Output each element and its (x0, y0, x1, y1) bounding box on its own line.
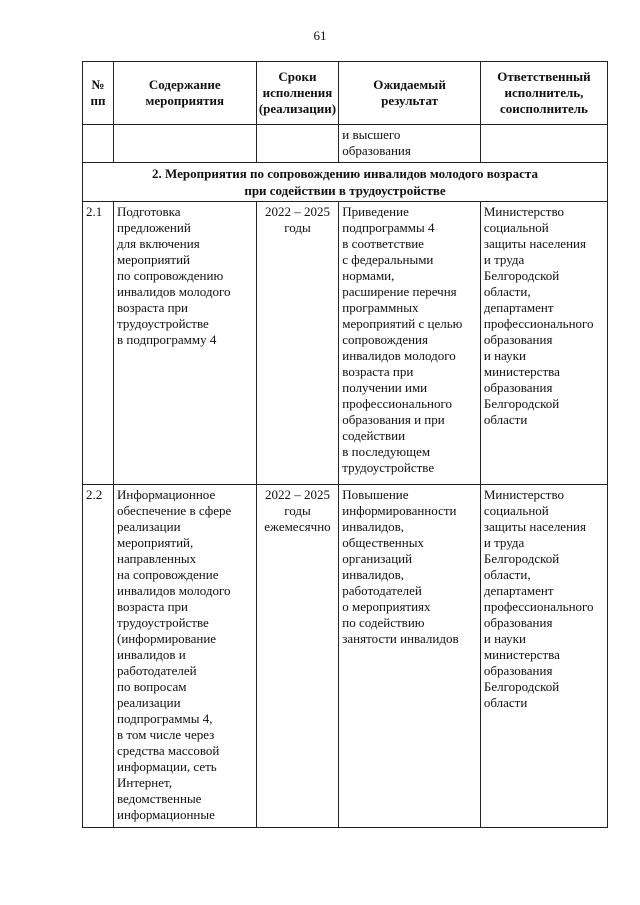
text-line: получении ими (342, 380, 428, 395)
text-line: реализации (117, 519, 181, 534)
text-line: департамент (483, 583, 554, 598)
text-line: исполнения (262, 85, 333, 100)
text-line: трудоустройстве (117, 615, 209, 630)
text-line: социальной (483, 220, 549, 235)
text-line: программных (342, 300, 419, 315)
text-line: трудоустройстве (117, 316, 209, 331)
section-heading-row (83, 163, 608, 202)
text-line: и высшего (342, 127, 401, 142)
text-line: организаций (342, 551, 413, 566)
text-line: ежемесячно (264, 519, 331, 534)
text-line: по сопровождению (117, 268, 224, 283)
text-line: соисполнитель (499, 101, 588, 116)
text-line: Сроки (278, 69, 317, 84)
text-line: трудоустройстве (342, 460, 435, 475)
text-line: образования (483, 615, 553, 630)
text-line: результат (381, 93, 439, 108)
text-line: общественных (342, 535, 424, 550)
text-line: пп (90, 93, 106, 108)
row-terms (256, 485, 339, 828)
text-line: расширение перечня (342, 284, 457, 299)
text-line: профессионального (483, 599, 594, 614)
text-line: Белгородской (483, 396, 560, 411)
text-line: образования (483, 663, 553, 678)
text-line: в том числе через (117, 727, 215, 742)
text-line: министерства (483, 647, 560, 662)
text-line: министерства (483, 364, 560, 379)
text-line: инвалидов, (342, 519, 404, 534)
text-line: по вопросам (117, 679, 187, 694)
header-responsible (480, 62, 607, 125)
table-row (83, 202, 608, 485)
text-line: профессионального (342, 396, 452, 411)
text-line: работодателей (117, 663, 197, 678)
text-line: Приведение (342, 204, 409, 219)
text-line: с федеральными (342, 252, 434, 267)
text-line: Информационное (117, 487, 216, 502)
text-line: области, (483, 567, 531, 582)
section-title (83, 163, 608, 202)
text-line: годы (284, 220, 311, 235)
text-line: инвалидов молодого (342, 348, 456, 363)
text-line: образования (483, 380, 553, 395)
row-result (339, 485, 481, 828)
text-line: инвалидов молодого (117, 583, 231, 598)
text-line: мероприятий (117, 252, 190, 267)
text-line: области (483, 412, 528, 427)
text-line: возраста при (117, 300, 188, 315)
text-line: защиты населения (483, 236, 586, 251)
row-responsible (480, 485, 607, 828)
text-line: занятости инвалидов (342, 631, 459, 646)
text-line: обеспечение в сфере (117, 503, 232, 518)
row-content (114, 485, 257, 828)
page-number: 61 (313, 28, 327, 43)
text-line: мероприятий, (117, 535, 194, 550)
row-result (339, 202, 481, 485)
text-line: Ожидаемый (373, 77, 446, 92)
table-header-row (83, 62, 608, 125)
continuation-row (83, 125, 608, 163)
text-line: Белгородской (483, 551, 560, 566)
text-line: информированности (342, 503, 457, 518)
header-terms (256, 62, 339, 125)
row-terms (256, 202, 339, 485)
text-line: при содействии в трудоустройстве (244, 183, 446, 198)
measures-table (82, 61, 608, 828)
text-line: предложений (117, 220, 191, 235)
text-line: сопровождения (342, 332, 428, 347)
text-line: Ответственный (497, 69, 591, 84)
text-line: ведомственные (117, 791, 202, 806)
text-line: Белгородской (483, 268, 560, 283)
text-line: области, (483, 284, 531, 299)
text-line: защиты населения (483, 519, 586, 534)
text-line: и труда (483, 252, 525, 267)
text-line: годы (284, 503, 311, 518)
text-line: мероприятия (145, 93, 225, 108)
text-line: информационные (117, 807, 215, 822)
text-line: для включения (117, 236, 200, 251)
text-line: в соответствие (342, 236, 424, 251)
text-line: средства массовой (117, 743, 220, 758)
text-line: Повышение (342, 487, 409, 502)
row-num: 2.1 (83, 202, 114, 485)
row-content (114, 202, 257, 485)
text-line: (реализации) (258, 101, 337, 116)
header-result (339, 62, 481, 125)
text-line: по содействию (342, 615, 425, 630)
text-line: подпрограммы 4 (342, 220, 435, 235)
text-line: о мероприятиях (342, 599, 431, 614)
text-line: образования (342, 143, 411, 158)
text-line: Белгородской (483, 679, 560, 694)
header-num (83, 62, 114, 125)
text-line: информации, сеть (117, 759, 217, 774)
text-line: профессионального (483, 316, 594, 331)
text-line: образования (483, 332, 553, 347)
text-line: в последующем (342, 444, 431, 459)
text-line: возраста при (342, 364, 414, 379)
text-line: на сопровождение (117, 567, 219, 582)
header-content (114, 62, 257, 125)
continuation-result (339, 125, 481, 163)
text-line: (информирование (117, 631, 217, 646)
text-line: Министерство (483, 487, 565, 502)
text-line: и науки (483, 348, 526, 363)
text-line: возраста при (117, 599, 188, 614)
text-line: Интернет, (117, 775, 172, 790)
text-line: инвалидов молодого (117, 284, 231, 299)
text-line: Подготовка (117, 204, 181, 219)
text-line: нормами, (342, 268, 395, 283)
text-line: инвалидов и (117, 647, 186, 662)
row-responsible (480, 202, 607, 485)
table-row (83, 485, 608, 828)
text-line: № (91, 77, 105, 92)
text-line: реализации (117, 695, 181, 710)
text-line: и науки (483, 631, 526, 646)
text-line: образования и при (342, 412, 445, 427)
text-line: 2022 – 2025 (264, 487, 330, 502)
row-num: 2.2 (83, 485, 114, 828)
text-line: 2. Мероприятия по сопровождению инвалидов молодого возраста (152, 166, 538, 181)
text-line: Министерство (483, 204, 565, 219)
text-line: мероприятий с целью (342, 316, 463, 331)
text-line: области (483, 695, 528, 710)
text-line: департамент (483, 300, 554, 315)
text-line: и труда (483, 535, 525, 550)
text-line: инвалидов, (342, 567, 404, 582)
text-line: исполнитель, (504, 85, 584, 100)
text-line: социальной (483, 503, 549, 518)
text-line: в подпрограмму 4 (117, 332, 217, 347)
text-line: содействии (342, 428, 406, 443)
text-line: работодателей (342, 583, 422, 598)
text-line: подпрограммы 4, (117, 711, 213, 726)
text-line: направленных (117, 551, 197, 566)
text-line: 2022 – 2025 (264, 204, 330, 219)
text-line: Содержание (148, 77, 221, 92)
